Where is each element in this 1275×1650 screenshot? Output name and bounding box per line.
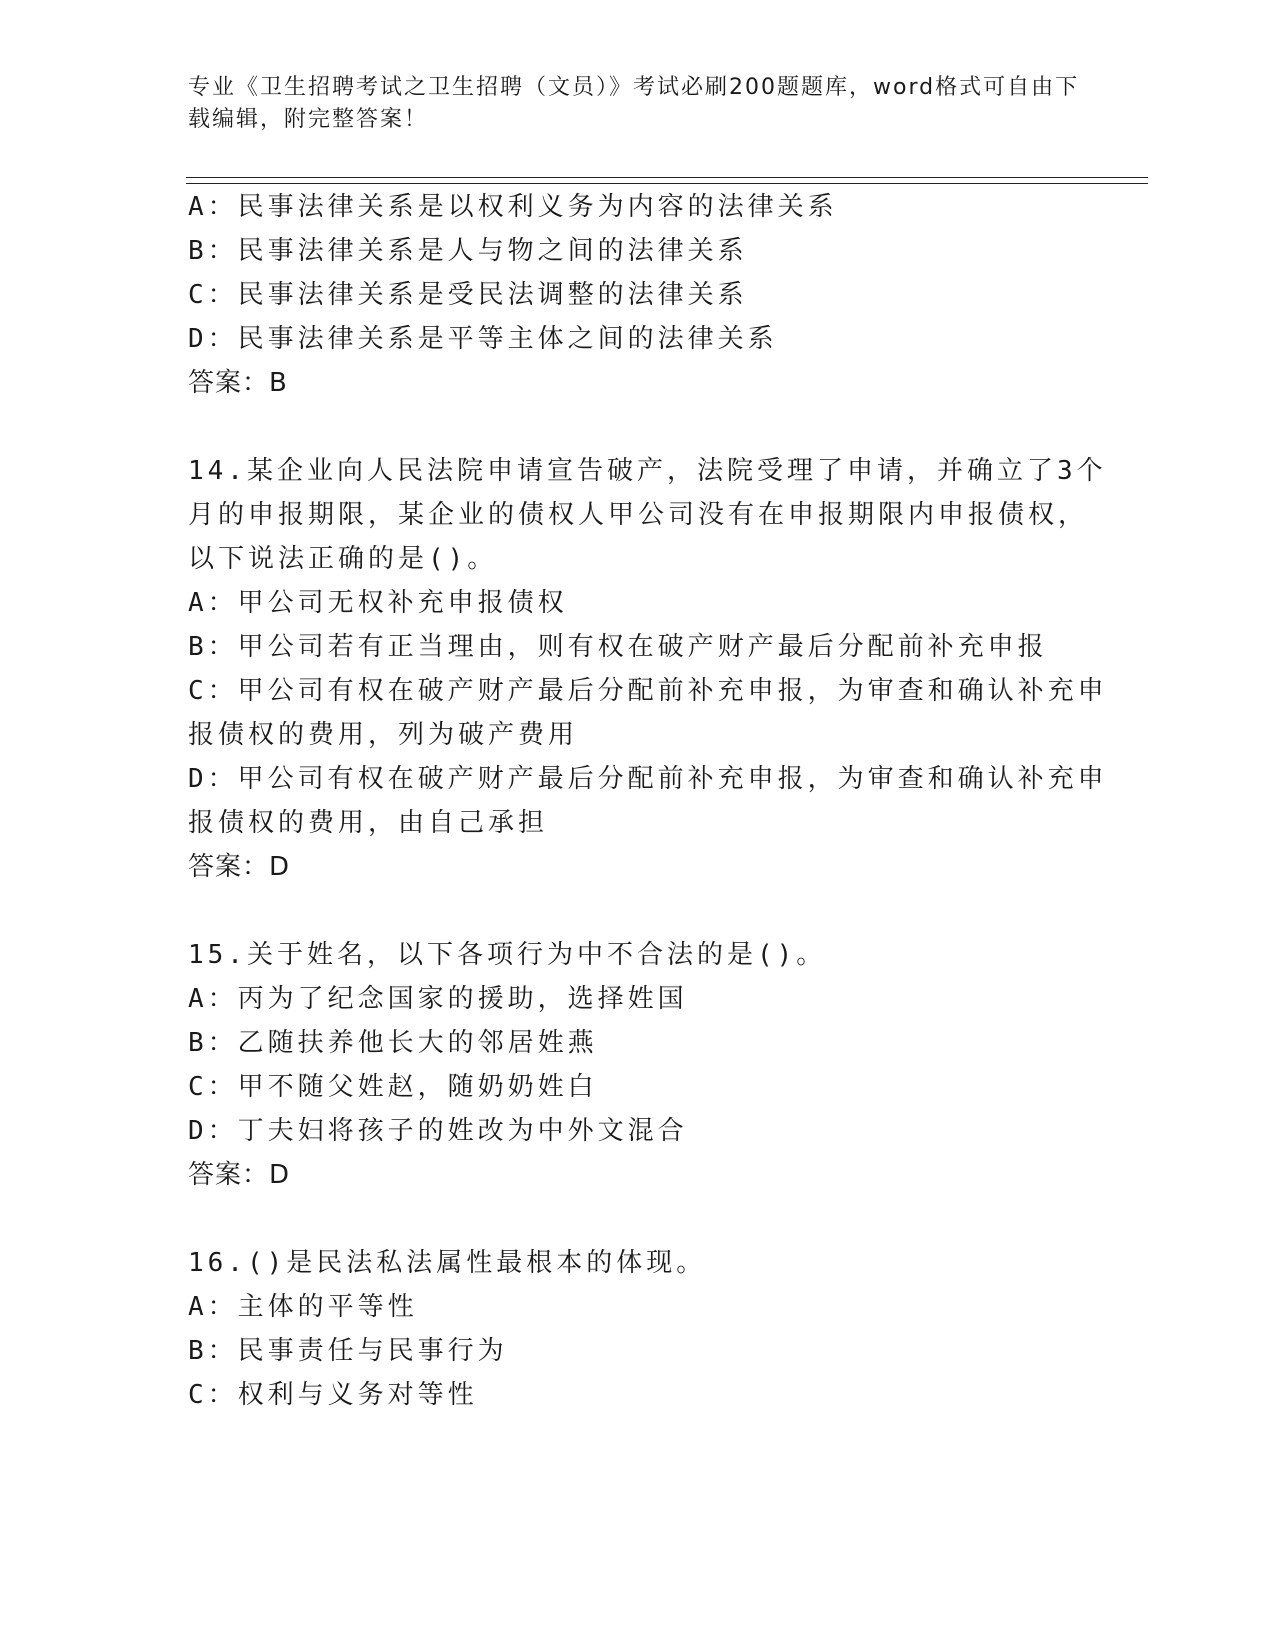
header-divider-top — [186, 177, 1148, 178]
q15-answer: 答案：D — [188, 1160, 291, 1190]
q14-option-c-line-1: C：甲公司有权在破产财产最后分配前补充申报，为审查和确认补充申 — [188, 676, 1108, 706]
q14-option-c-line-2: 报债权的费用，列为破产费用 — [188, 720, 579, 750]
q14-option-b: B：甲公司若有正当理由，则有权在破产财产最后分配前补充申报 — [188, 632, 1048, 662]
q14-stem-line-1: 14.某企业向人民法院申请宣告破产，法院受理了申请，并确立了3个 — [188, 456, 1107, 486]
q14-stem-line-3: 以下说法正确的是()。 — [188, 544, 498, 574]
q13-option-d: D：民事法律关系是平等主体之间的法律关系 — [188, 324, 778, 354]
q15-option-d: D：丁夫妇将孩子的姓改为中外文混合 — [188, 1116, 688, 1146]
q16-option-a: A：主体的平等性 — [188, 1292, 418, 1322]
q14-stem-line-2: 月的申报期限，某企业的债权人甲公司没有在申报期限内申报债权， — [188, 500, 1089, 530]
header-divider-bottom — [186, 183, 1148, 184]
q15-option-b: B：乙随扶养他长大的邻居姓燕 — [188, 1028, 598, 1058]
q15-stem: 15.关于姓名，以下各项行为中不合法的是()。 — [188, 940, 827, 970]
document-header: 专业《卫生招聘考试之卫生招聘（文员）》考试必刷200题题库，word格式可自由下载编辑，附完整答案！ — [188, 75, 1080, 132]
q15-option-a: A：丙为了纪念国家的援助，选择姓国 — [188, 984, 688, 1014]
q16-option-b: B：民事责任与民事行为 — [188, 1336, 508, 1366]
q14-option-a: A：甲公司无权补充申报债权 — [188, 588, 568, 618]
q14-option-d-line-1: D：甲公司有权在破产财产最后分配前补充申报，为审查和确认补充申 — [188, 764, 1108, 794]
q13-option-c: C：民事法律关系是受民法调整的法律关系 — [188, 280, 748, 310]
q13-option-a: A：民事法律关系是以权利义务为内容的法律关系 — [188, 192, 838, 222]
q16-option-c: C：权利与义务对等性 — [188, 1380, 478, 1410]
q14-answer: 答案：D — [188, 852, 291, 882]
q16-stem: 16.()是民法私法属性最根本的体现。 — [188, 1248, 707, 1278]
q13-option-b: B：民事法律关系是人与物之间的法律关系 — [188, 236, 748, 266]
q13-answer: 答案：B — [188, 368, 288, 398]
q14-option-d-line-2: 报债权的费用，由自己承担 — [188, 808, 549, 838]
q15-option-c: C：甲不随父姓赵，随奶奶姓白 — [188, 1072, 598, 1102]
